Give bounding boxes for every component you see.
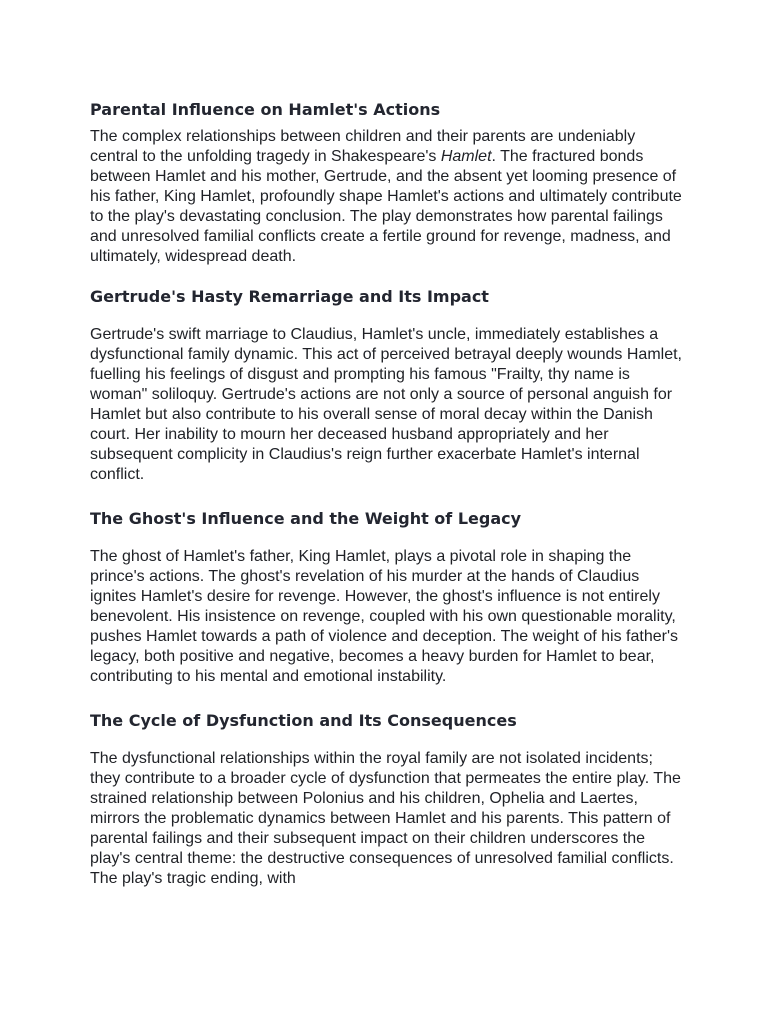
section-body-gertrude: Gertrude's swift marriage to Claudius, Hamlet's uncle, immediately establishes a dysfunctional family dynamic. This act of perceived betrayal deeply wounds Hamlet, fuelling his feelings of disgust and prompting his famous "Frailty, thy name is woman" soliloquy. Gertrude's actions are not only a source of personal anguish for Hamlet but also contribute to his overall sense of moral decay within the Danish court. Her inability to mourn her deceased husband appropriately and her subsequent complicity in Claudius's reign further exacerbate Hamlet's internal conflict. [90, 326, 682, 483]
spacer [90, 531, 686, 547]
section-heading-parental-influence: Parental Influence on Hamlet's Actions [90, 100, 441, 119]
section-heading-ghost: The Ghost's Influence and the Weight of Legacy [90, 509, 522, 528]
section-heading-gertrude: Gertrude's Hasty Remarriage and Its Impact [90, 287, 489, 306]
section-body-parental-influence [90, 127, 686, 267]
section-body-ghost: The ghost of Hamlet's father, King Hamlet, plays a pivotal role in shaping the prince's actions. The ghost's revelation of his murder at the hands of Claudius ignites Hamlet's desire for revenge. However, the ghost's influence is not entirely benevolent. His insistence on revenge, coupled with his own questionable morality, pushes Hamlet towards a path of violence and deception. The weight of his father's legacy, both positive and negative, becomes a heavy burden for Hamlet to bear, contributing to his mental and emotional instability. [90, 548, 678, 685]
section-heading-cycle: The Cycle of Dysfunction and Its Consequences [90, 711, 517, 730]
document-page [90, 98, 686, 889]
play-title: Hamlet [440, 148, 492, 165]
body-text: The complex relationships between children and their parents are undeniably central to the unfolding tragedy in Shakespeare's [90, 128, 636, 165]
spacer [90, 267, 686, 285]
spacer [90, 733, 686, 749]
body-text: . The fractured bonds between Hamlet and his mother, Gertrude, and the absent yet looming presence of his father, King Hamlet, profoundly shape Hamlet's actions and ultimately contribute to the play's devastating conclusion. The play demonstrates how parental failings and unresolved familial conflicts create a fertile ground for revenge, madness, and ultimately, widespread death. [90, 148, 682, 265]
section-body-cycle: The dysfunctional relationships within the royal family are not isolated incidents; they contribute to a broader cycle of dysfunction that permeates the entire play. The strained relationship between Polonius and his children, Ophelia and Laertes, mirrors the problematic dynamics between Hamlet and his parents. This pattern of parental failings and their subsequent impact on their children underscores the play's central theme: the destructive consequences of unresolved familial conflicts. The play's tragic ending, with [90, 750, 681, 887]
spacer [90, 309, 686, 325]
spacer [90, 687, 686, 709]
spacer [90, 485, 686, 507]
